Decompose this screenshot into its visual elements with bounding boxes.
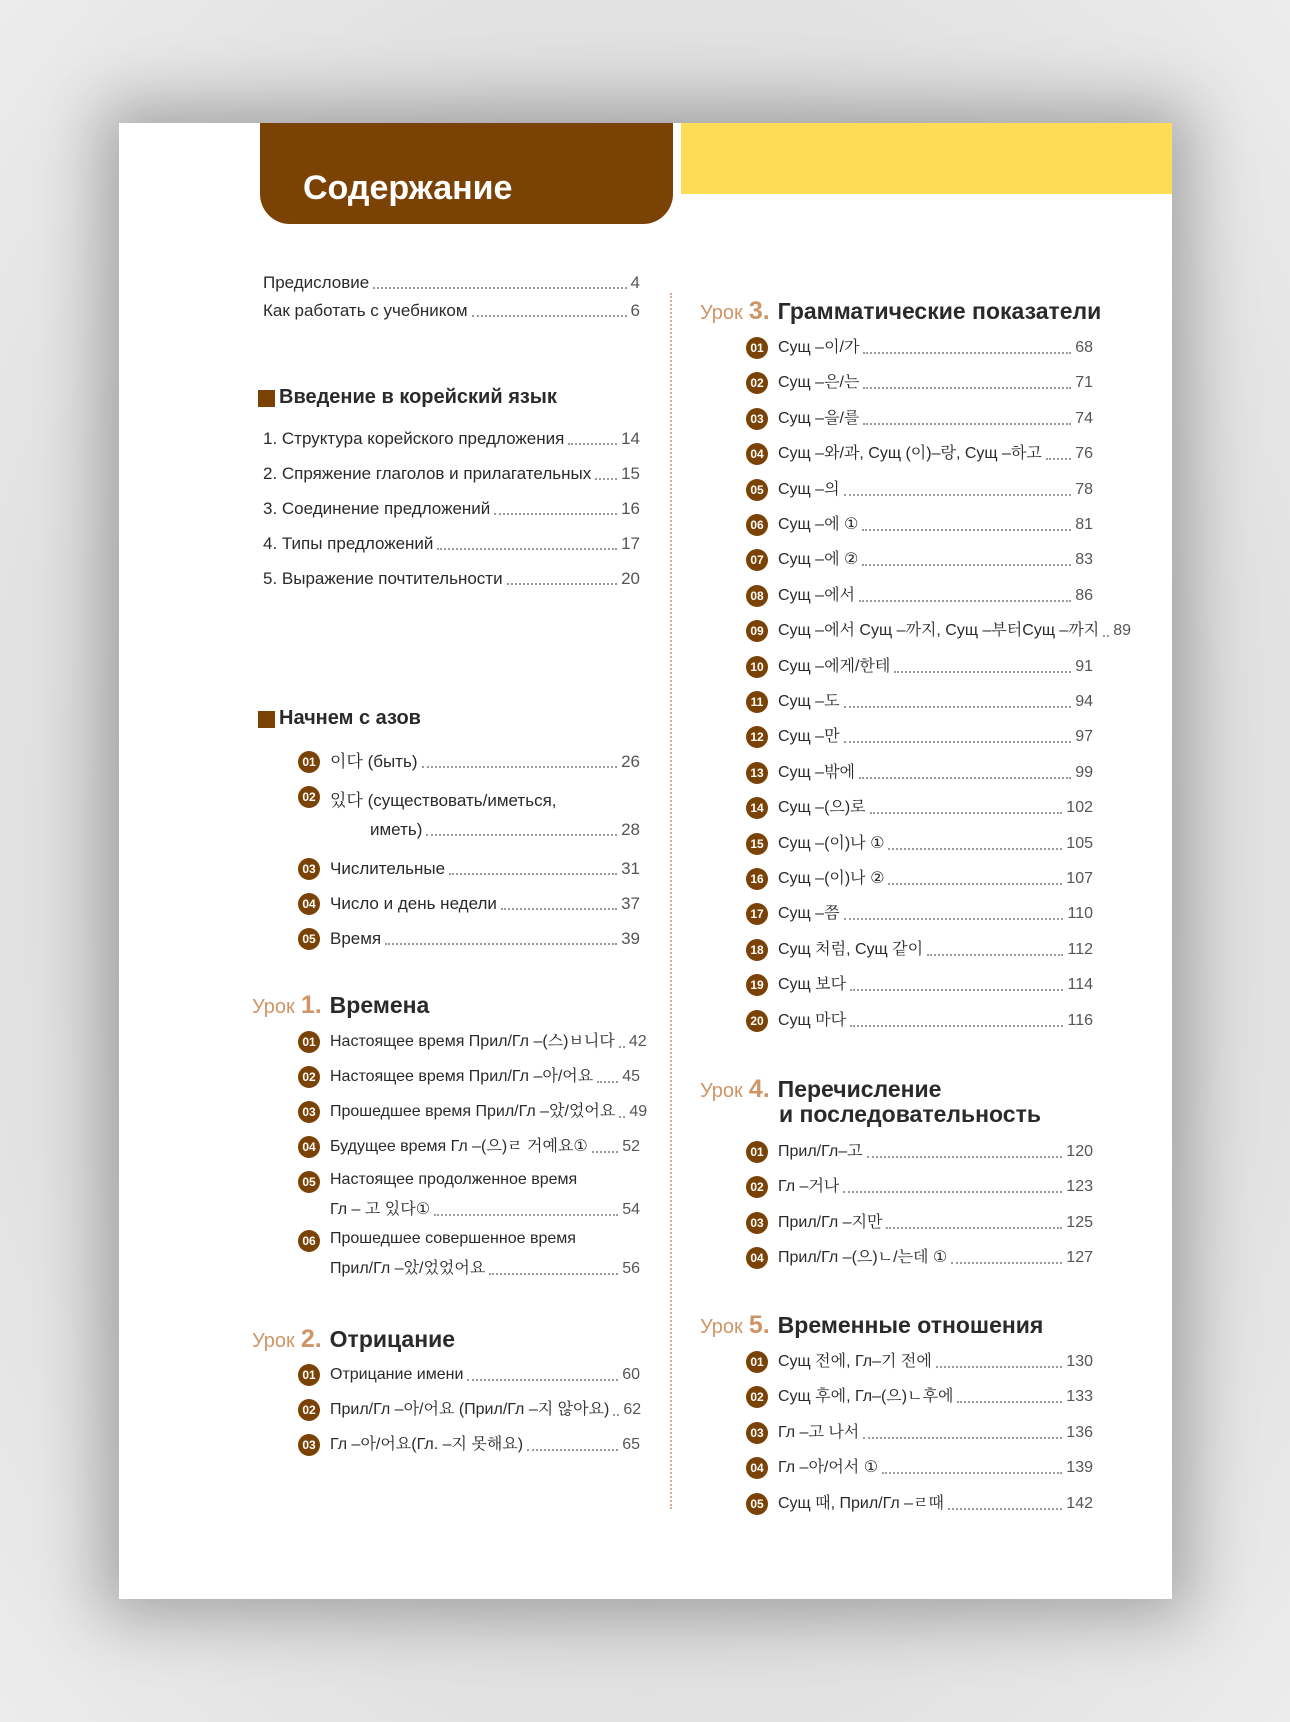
- item-number-badge: 03: [298, 1434, 320, 1456]
- toc-entry[interactable]: Сущ 후에, Гл–(으)ㄴ후에 133: [778, 1388, 1093, 1406]
- section-heading-basics: Начнем с азов: [279, 707, 421, 729]
- section-marker: [258, 390, 275, 407]
- lesson-heading-3: Урок 3. Грамматические показатели: [700, 297, 1102, 325]
- column-divider: [670, 293, 672, 1509]
- toc-entry[interactable]: 1. Структура корейского предложения 14: [263, 429, 640, 448]
- item-number-badge: 03: [746, 1422, 768, 1444]
- item-number-badge: 16: [746, 868, 768, 890]
- item-number-badge: 02: [298, 1066, 320, 1088]
- item-number-badge: 02: [746, 372, 768, 394]
- toc-entry[interactable]: иметь) 28: [370, 820, 640, 839]
- toc-entry[interactable]: Прил/Гл–고 120: [778, 1143, 1093, 1160]
- item-number-badge: 01: [298, 751, 320, 773]
- item-number-badge: 01: [746, 337, 768, 359]
- item-number-badge: 05: [298, 1171, 320, 1193]
- item-number-badge: 20: [746, 1010, 768, 1032]
- item-number-badge: 04: [746, 1457, 768, 1479]
- toc-entry[interactable]: Гл –아/어요(Гл. –지 못해요) 65: [330, 1436, 640, 1453]
- toc-entry[interactable]: Число и день недели 37: [330, 894, 640, 913]
- item-number-badge: 18: [746, 939, 768, 961]
- lesson-heading-2: Урок 2. Отрицание: [252, 1325, 456, 1353]
- toc-entry[interactable]: Прил/Гл –아/어요 (Прил/Гл –지 않아요) 62: [330, 1401, 642, 1418]
- lesson-heading-4-line2: и последовательность: [779, 1101, 1041, 1127]
- section-heading-intro: Введение в корейский язык: [279, 386, 557, 408]
- toc-entry[interactable]: Прил/Гл –지만 125: [778, 1213, 1093, 1231]
- toc-entry[interactable]: Сущ –(으)로 102: [778, 799, 1093, 817]
- item-number-badge: 19: [746, 974, 768, 996]
- section-marker: [258, 711, 275, 728]
- item-number-badge: 04: [746, 1247, 768, 1269]
- item-number-badge: 03: [298, 858, 320, 880]
- toc-entry[interactable]: Прил/Гл –(으)ㄴ/는데 ① 127: [778, 1249, 1093, 1267]
- item-number-badge: 03: [746, 1212, 768, 1234]
- toc-entry[interactable]: Сущ –밖에 99: [778, 763, 1093, 781]
- item-number-badge: 03: [746, 408, 768, 430]
- lesson-heading-1: Урок 1. Времена: [252, 991, 430, 1019]
- item-number-badge: 04: [746, 443, 768, 465]
- lesson-heading-4: Урок 4. Перечисление: [700, 1075, 942, 1103]
- toc-entry[interactable]: Сущ –(이)나 ② 107: [778, 870, 1093, 887]
- item-number-badge: 15: [746, 833, 768, 855]
- toc-entry[interactable]: 5. Выражение почтительности 20: [263, 569, 640, 588]
- title-tab: [260, 123, 673, 224]
- toc-entry[interactable]: 2. Спряжение глаголов и прилагательных 15: [263, 464, 640, 483]
- toc-entry[interactable]: Сущ –은/는 71: [778, 374, 1093, 392]
- toc-entry-how-to-use[interactable]: Как работать с учебником 6: [263, 301, 640, 320]
- item-number-badge: 01: [746, 1351, 768, 1373]
- item-number-badge: 02: [746, 1386, 768, 1408]
- toc-entry[interactable]: Сущ 처럼, Сущ 같이 112: [778, 940, 1093, 958]
- toc-entry[interactable]: 4. Типы предложений 17: [263, 534, 640, 553]
- toc-entry[interactable]: Сущ –의 78: [778, 480, 1093, 498]
- toc-entry-line1[interactable]: 있다 (существовать/иметься,: [330, 791, 557, 810]
- toc-entry[interactable]: Гл –거나 123: [778, 1178, 1093, 1196]
- lesson-heading-5: Урок 5. Временные отношения: [700, 1311, 1044, 1339]
- toc-entry[interactable]: Сущ –이/가 68: [778, 339, 1093, 356]
- toc-entry[interactable]: 3. Соединение предложений 16: [263, 499, 640, 518]
- toc-page: [119, 123, 1172, 1599]
- toc-entry[interactable]: Сущ –와/과, Сущ (이)–랑, Сущ –하고 76: [778, 445, 1093, 463]
- item-number-badge: 11: [746, 691, 768, 713]
- item-number-badge: 04: [298, 1136, 320, 1158]
- toc-entry[interactable]: 이다 (быть) 26: [330, 752, 640, 771]
- item-number-badge: 08: [746, 585, 768, 607]
- toc-entry[interactable]: Время 39: [330, 929, 640, 948]
- toc-entry[interactable]: Настоящее время Прил/Гл –아/어요 45: [330, 1068, 640, 1085]
- toc-entry[interactable]: Сущ 전에, Гл–기 전에 130: [778, 1353, 1093, 1370]
- toc-entry[interactable]: Сущ –(이)나 ① 105: [778, 834, 1093, 852]
- toc-entry[interactable]: Отрицание имени 60: [330, 1366, 640, 1383]
- toc-entry[interactable]: Сущ –에 ① 81: [778, 516, 1093, 533]
- toc-entry[interactable]: Гл – 고 있다① 54: [330, 1201, 640, 1218]
- page-title: Содержание: [303, 169, 513, 207]
- item-number-badge: 14: [746, 797, 768, 819]
- toc-entry[interactable]: Прошедшее время Прил/Гл –았/었어요 49: [330, 1103, 648, 1120]
- item-number-badge: 13: [746, 762, 768, 784]
- toc-entry[interactable]: Сущ –만 97: [778, 728, 1093, 746]
- toc-entry[interactable]: Гл –아/어서 ① 139: [778, 1459, 1093, 1477]
- item-number-badge: 07: [746, 549, 768, 571]
- toc-entry[interactable]: Прил/Гл –았/었었어요 56: [330, 1260, 640, 1277]
- item-number-badge: 02: [298, 786, 320, 808]
- item-number-badge: 05: [746, 1493, 768, 1515]
- toc-entry-line1[interactable]: Прошедшее совершенное время: [330, 1230, 576, 1247]
- toc-entry[interactable]: Сущ –쯤 110: [778, 905, 1093, 923]
- item-number-badge: 17: [746, 903, 768, 925]
- item-number-badge: 02: [298, 1399, 320, 1421]
- item-number-badge: 09: [746, 620, 768, 642]
- item-number-badge: 04: [298, 893, 320, 915]
- toc-entry[interactable]: Сущ –에게/한테 91: [778, 657, 1093, 675]
- toc-entry-line1[interactable]: Настоящее продолженное время: [330, 1171, 578, 1188]
- toc-entry[interactable]: Числительные 31: [330, 859, 640, 878]
- item-number-badge: 06: [746, 514, 768, 536]
- item-number-badge: 12: [746, 726, 768, 748]
- item-number-badge: 06: [298, 1230, 320, 1252]
- item-number-badge: 05: [298, 928, 320, 950]
- toc-entry[interactable]: Гл –고 나서 136: [778, 1423, 1093, 1441]
- toc-entry[interactable]: Сущ –에서 Сущ –까지, Сущ –부터Сущ –까지 89: [778, 622, 1132, 640]
- toc-entry[interactable]: Сущ –을/를 74: [778, 409, 1093, 427]
- toc-entry[interactable]: Сущ –에서 86: [778, 586, 1093, 604]
- item-number-badge: 01: [746, 1141, 768, 1163]
- toc-entry[interactable]: Сущ –도 94: [778, 693, 1093, 710]
- item-number-badge: 05: [746, 479, 768, 501]
- item-number-badge: 10: [746, 656, 768, 678]
- item-number-badge: 01: [298, 1031, 320, 1053]
- item-number-badge: 02: [746, 1176, 768, 1198]
- toc-entry[interactable]: Настоящее время Прил/Гл –(스)ㅂ니다 42: [330, 1033, 647, 1050]
- item-number-badge: 03: [298, 1101, 320, 1123]
- item-number-badge: 01: [298, 1364, 320, 1386]
- toc-entry[interactable]: Сущ 보다 114: [778, 976, 1093, 994]
- toc-entry[interactable]: Сущ 마다 116: [778, 1011, 1093, 1029]
- toc-entry[interactable]: Сущ 때, Прил/Гл –ㄹ때 142: [778, 1494, 1093, 1512]
- yellow-band: [681, 123, 1172, 194]
- toc-entry[interactable]: Будущее время Гл –(으)ㄹ 거예요① 52: [330, 1138, 640, 1155]
- toc-entry-preface[interactable]: Предисловие 4: [263, 273, 640, 292]
- toc-entry[interactable]: Сущ –에 ② 83: [778, 551, 1093, 569]
